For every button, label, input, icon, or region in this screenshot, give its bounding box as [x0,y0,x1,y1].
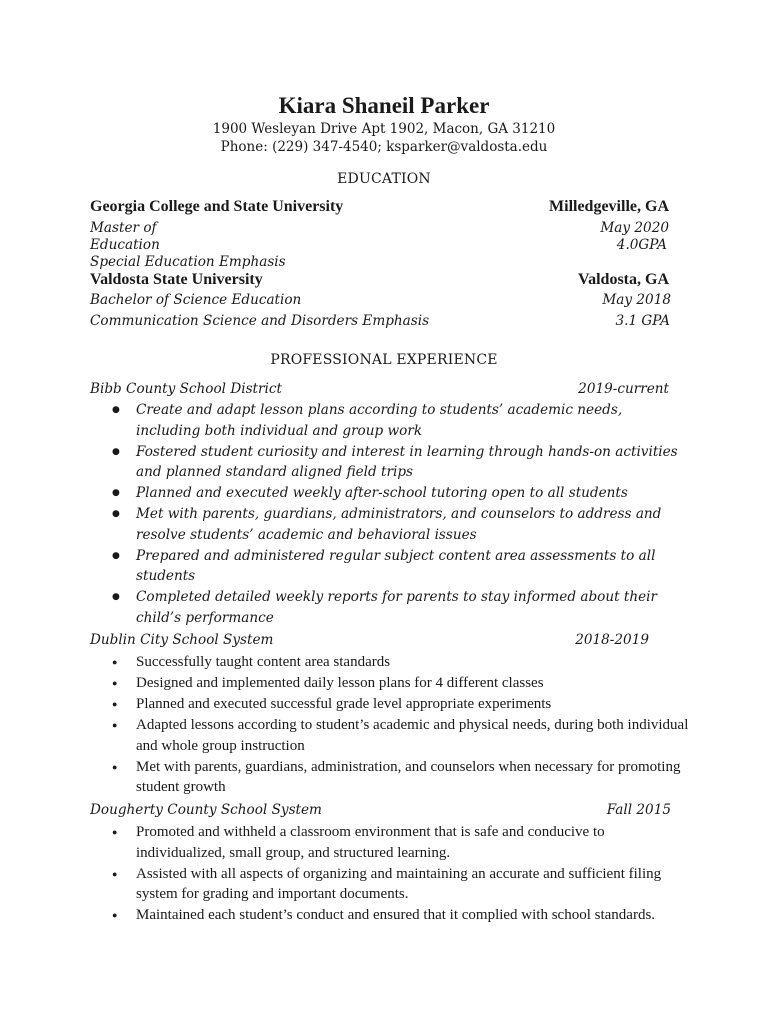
degree-line: Education [90,237,160,253]
employment-dates: Fall 2015 [606,802,671,818]
experience-heading: PROFESSIONAL EXPERIENCE [270,352,498,368]
list-item: ● Designed and implemented daily lesson plans for 4 different classes [90,673,690,694]
school-location: Valdosta, GA [578,271,669,288]
phone-email-line: Phone: (229) 347-4540; ksparker@valdosta.edu [220,138,548,155]
degree-emphasis: Communication Science and Disorders Emphasis [90,313,430,329]
list-item: ● Planned and executed successful grade level appropriate experiments [90,694,690,715]
employer-name: Bibb County School District [90,381,282,397]
list-item: ● Met with parents, guardians, administration, and counselors when necessary for promoting student growth [90,757,690,798]
list-item: ● Promoted and withheld a classroom environment that is safe and conducive to individualized, small group, and structured learning. [90,822,690,863]
list-item: ● Maintained each student’s conduct and ensured that it complied with school standards. [90,905,690,926]
list-item: ● Planned and executed weekly after-school tutoring open to all students [90,483,690,504]
school-name: Georgia College and State University [90,198,344,215]
employer-name: Dublin City School System [90,632,274,648]
resume-header [0,91,768,156]
list-item: ● Prepared and administered regular subject content area assessments to all students [90,546,690,587]
degree-line: Bachelor of Science Education [90,292,302,308]
school-location: Milledgeville, GA [549,198,669,215]
list-item: ● Create and adapt lesson plans according to students’ academic needs, including both individual and group work [90,400,690,441]
employer-name: Dougherty County School System [90,802,322,818]
degree-gpa: 3.1 GPA [615,313,670,329]
list-item: ● Adapted lessons according to student’s academic and physical needs, during both individual and whole group instruction [90,715,690,756]
list-item: ● Met with parents, guardians, administrators, and counselors to address and resolve students’ academic and behavioral issues [90,504,690,545]
education-heading: EDUCATION [337,171,431,187]
degree-date: May 2018 [602,292,671,308]
job-duties-list [90,822,690,926]
degree-gpa: 4.0GPA [616,237,667,253]
list-item: ● Successfully taught content area standards [90,652,690,673]
degree-line: Master of [90,220,157,236]
school-name: Valdosta State University [90,271,263,288]
employment-dates: 2018-2019 [575,632,649,648]
applicant-name: Kiara Shaneil Parker [278,93,490,118]
list-item: ● Fostered student curiosity and interest in learning through hands-on activities and planned standard aligned field trips [90,442,690,483]
degree-emphasis: Special Education Emphasis [90,254,286,270]
job-duties-list [90,400,690,629]
list-item: ● Completed detailed weekly reports for parents to stay informed about their child’s performance [90,587,690,628]
employment-dates: 2019-current [578,381,669,397]
degree-date: May 2020 [600,220,669,236]
job-duties-list [90,652,690,798]
address-line: 1900 Wesleyan Drive Apt 1902, Macon, GA 31210 [212,121,556,137]
list-item: ● Assisted with all aspects of organizing and maintaining an accurate and sufficient filing system for grading and important documents. [90,864,690,905]
